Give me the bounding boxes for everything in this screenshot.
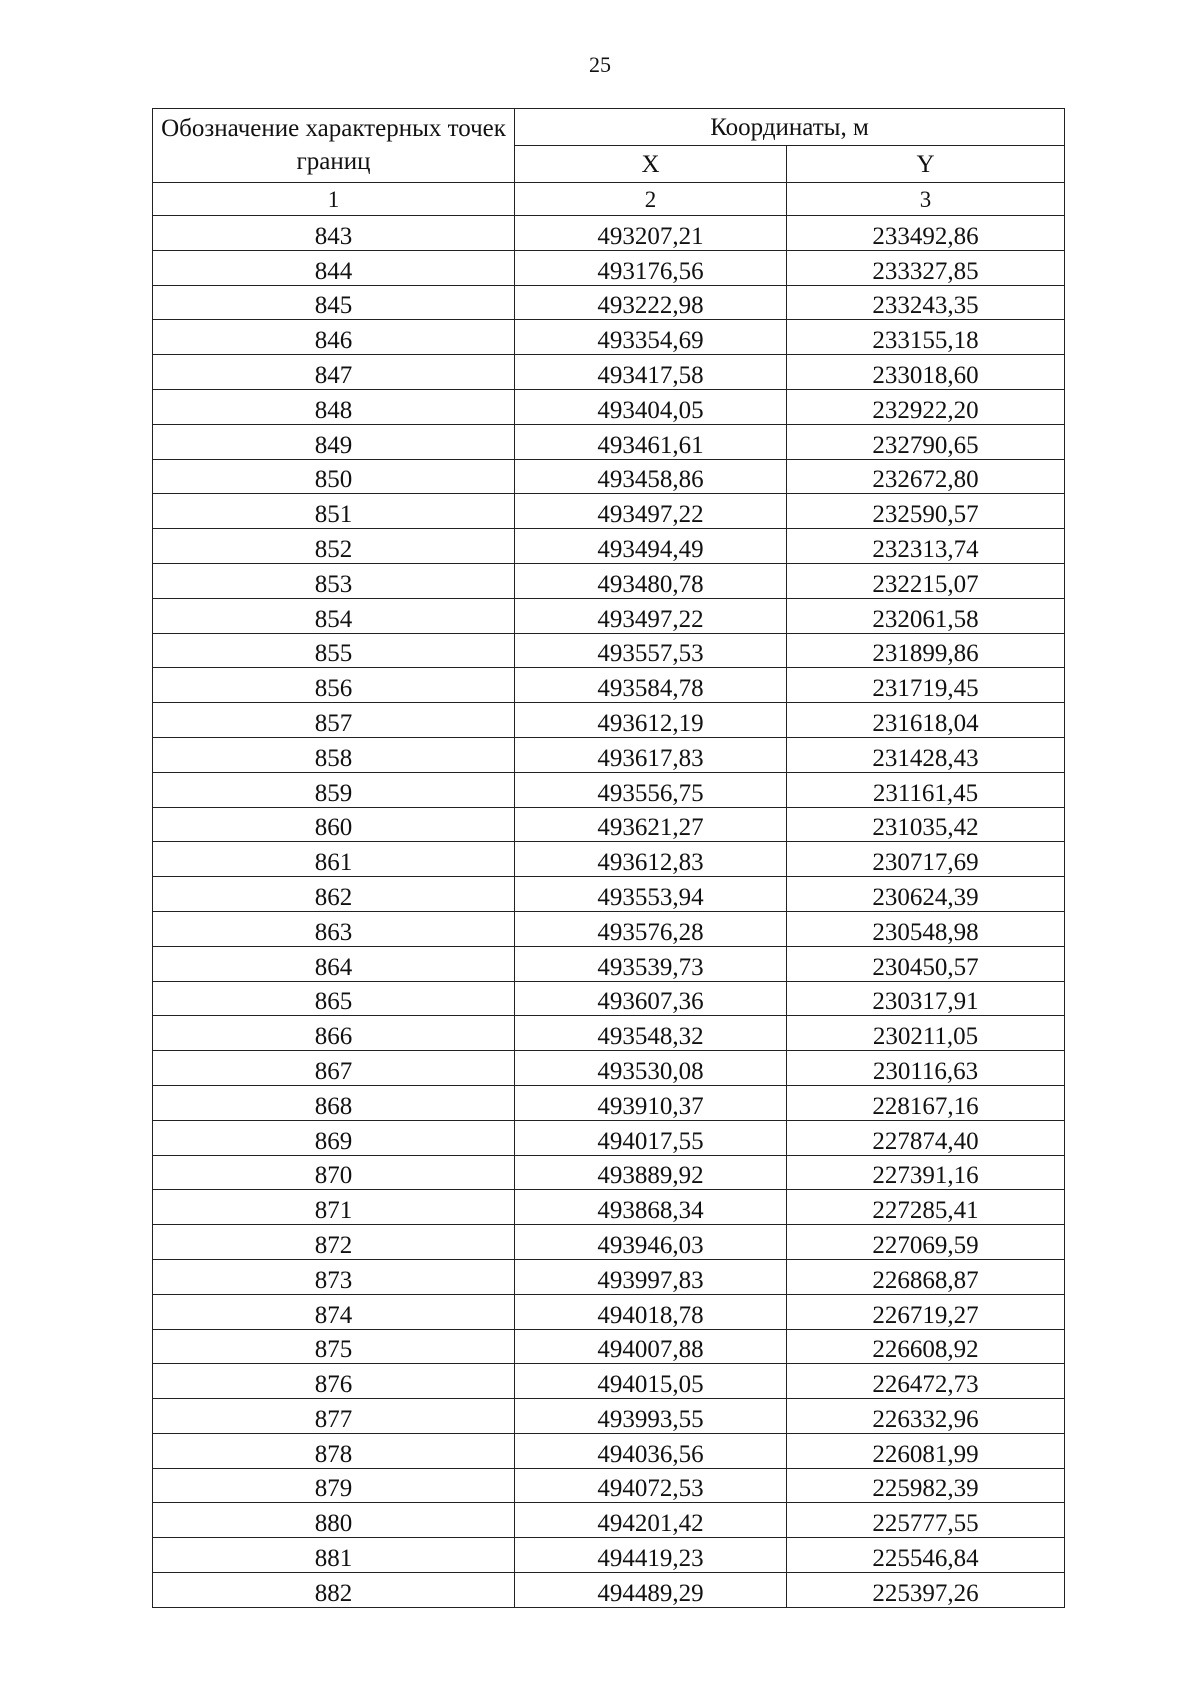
y-coordinate-cell: 231161,45 [787,772,1065,807]
table-row [153,772,1065,807]
point-id-cell: 850 [153,459,515,494]
point-id-cell: 855 [153,633,515,668]
y-coordinate-cell: 231428,43 [787,737,1065,772]
y-coordinate-cell: 226332,96 [787,1399,1065,1434]
x-coordinate-cell: 493910,37 [515,1085,787,1120]
x-coordinate-cell: 493494,49 [515,529,787,564]
column-number-3: 3 [787,183,1065,216]
table-row [153,911,1065,946]
x-coordinate-cell: 494419,23 [515,1538,787,1573]
table-row [153,633,1065,668]
x-coordinate-cell: 493612,83 [515,842,787,877]
y-coordinate-cell: 225546,84 [787,1538,1065,1573]
x-coordinate-cell: 494072,53 [515,1468,787,1503]
y-coordinate-cell: 230116,63 [787,1051,1065,1086]
page-number: 25 [589,52,611,77]
y-coordinate-cell: 232215,07 [787,563,1065,598]
table-header [153,109,1065,216]
point-id-cell: 866 [153,1016,515,1051]
point-id-cell: 864 [153,946,515,981]
y-coordinate-cell: 227874,40 [787,1120,1065,1155]
x-coordinate-cell: 494489,29 [515,1573,787,1608]
y-coordinate-cell: 225777,55 [787,1503,1065,1538]
x-coordinate-cell: 493548,32 [515,1016,787,1051]
point-id-cell: 881 [153,1538,515,1573]
x-coordinate-cell: 493539,73 [515,946,787,981]
point-id-cell: 859 [153,772,515,807]
table-body [153,216,1065,1608]
y-coordinate-cell: 226608,92 [787,1329,1065,1364]
table-row [153,598,1065,633]
y-coordinate-cell: 232590,57 [787,494,1065,529]
table-row [153,1468,1065,1503]
y-coordinate-cell: 233492,86 [787,216,1065,251]
x-coordinate-cell: 493207,21 [515,216,787,251]
x-coordinate-cell: 493176,56 [515,250,787,285]
point-id-cell: 877 [153,1399,515,1434]
point-id-cell: 854 [153,598,515,633]
table-row [153,1399,1065,1434]
x-coordinate-cell: 493946,03 [515,1225,787,1260]
y-coordinate-cell: 232672,80 [787,459,1065,494]
y-coordinate-cell: 231618,04 [787,703,1065,738]
y-coordinate-cell: 226081,99 [787,1433,1065,1468]
x-coordinate-cell: 493612,19 [515,703,787,738]
y-coordinate-cell: 225982,39 [787,1468,1065,1503]
point-id-cell: 873 [153,1259,515,1294]
table-row [153,320,1065,355]
table-row [153,1051,1065,1086]
table-row [153,494,1065,529]
x-coordinate-cell: 493576,28 [515,911,787,946]
table-row [153,1538,1065,1573]
x-coordinate-cell: 493557,53 [515,633,787,668]
point-id-cell: 876 [153,1364,515,1399]
point-id-cell: 869 [153,1120,515,1155]
point-id-cell: 857 [153,703,515,738]
y-coordinate-cell: 230450,57 [787,946,1065,981]
x-coordinate-cell: 493868,34 [515,1190,787,1225]
table-row [153,1225,1065,1260]
y-coordinate-cell: 231719,45 [787,668,1065,703]
y-coordinate-cell: 233155,18 [787,320,1065,355]
table-row [153,1190,1065,1225]
table-row [153,529,1065,564]
point-id-cell: 871 [153,1190,515,1225]
point-id-cell: 862 [153,877,515,912]
x-coordinate-cell: 493997,83 [515,1259,787,1294]
point-id-cell: 845 [153,285,515,320]
x-coordinate-cell: 493354,69 [515,320,787,355]
x-coordinate-cell: 493607,36 [515,981,787,1016]
table-row [153,459,1065,494]
table-row [153,1294,1065,1329]
y-coordinate-cell: 232313,74 [787,529,1065,564]
coordinates-table-container [152,108,1064,1608]
point-id-cell: 852 [153,529,515,564]
y-coordinate-cell: 228167,16 [787,1085,1065,1120]
y-coordinate-cell: 231035,42 [787,807,1065,842]
point-id-cell: 861 [153,842,515,877]
column-number-2: 2 [515,183,787,216]
y-coordinate-cell: 233243,35 [787,285,1065,320]
table-row [153,946,1065,981]
table-row [153,668,1065,703]
x-coordinate-cell: 493889,92 [515,1155,787,1190]
point-id-cell: 868 [153,1085,515,1120]
table-row [153,737,1065,772]
table-row [153,563,1065,598]
y-coordinate-cell: 231899,86 [787,633,1065,668]
y-coordinate-cell: 230548,98 [787,911,1065,946]
y-coordinate-cell: 225397,26 [787,1573,1065,1608]
x-coordinate-cell: 493461,61 [515,424,787,459]
y-coordinate-cell: 226472,73 [787,1364,1065,1399]
y-coordinate-cell: 230624,39 [787,877,1065,912]
point-id-cell: 847 [153,355,515,390]
y-coordinate-cell: 232790,65 [787,424,1065,459]
table-row [153,807,1065,842]
x-coordinate-cell: 494015,05 [515,1364,787,1399]
header-designation: Обозначение характерных точек границ [153,109,515,183]
x-coordinate-cell: 493530,08 [515,1051,787,1086]
x-coordinate-cell: 493404,05 [515,389,787,424]
point-id-cell: 860 [153,807,515,842]
table-row [153,250,1065,285]
x-coordinate-cell: 493553,94 [515,877,787,912]
point-id-cell: 872 [153,1225,515,1260]
y-coordinate-cell: 233018,60 [787,355,1065,390]
table-row [153,1433,1065,1468]
point-id-cell: 844 [153,250,515,285]
x-coordinate-cell: 493497,22 [515,598,787,633]
x-coordinate-cell: 494201,42 [515,1503,787,1538]
x-coordinate-cell: 493584,78 [515,668,787,703]
x-coordinate-cell: 494007,88 [515,1329,787,1364]
table-row [153,1503,1065,1538]
table-row [153,703,1065,738]
table-row [153,216,1065,251]
y-coordinate-cell: 232922,20 [787,389,1065,424]
table-row [153,1016,1065,1051]
table-row [153,981,1065,1016]
point-id-cell: 878 [153,1433,515,1468]
y-coordinate-cell: 233327,85 [787,250,1065,285]
point-id-cell: 882 [153,1573,515,1608]
table-row [153,1329,1065,1364]
y-coordinate-cell: 227391,16 [787,1155,1065,1190]
table-row [153,1120,1065,1155]
table-row [153,1155,1065,1190]
y-coordinate-cell: 230717,69 [787,842,1065,877]
point-id-cell: 880 [153,1503,515,1538]
x-coordinate-cell: 494018,78 [515,1294,787,1329]
point-id-cell: 879 [153,1468,515,1503]
x-coordinate-cell: 493993,55 [515,1399,787,1434]
x-coordinate-cell: 494017,55 [515,1120,787,1155]
y-coordinate-cell: 226868,87 [787,1259,1065,1294]
x-coordinate-cell: 494036,56 [515,1433,787,1468]
x-coordinate-cell: 493458,86 [515,459,787,494]
x-coordinate-cell: 493480,78 [515,563,787,598]
x-coordinate-cell: 493621,27 [515,807,787,842]
point-id-cell: 851 [153,494,515,529]
table-row [153,285,1065,320]
header-x: X [515,146,787,183]
table-row [153,1259,1065,1294]
point-id-cell: 849 [153,424,515,459]
x-coordinate-cell: 493617,83 [515,737,787,772]
point-id-cell: 874 [153,1294,515,1329]
y-coordinate-cell: 230317,91 [787,981,1065,1016]
column-number-1: 1 [153,183,515,216]
y-coordinate-cell: 232061,58 [787,598,1065,633]
table-row [153,1085,1065,1120]
point-id-cell: 875 [153,1329,515,1364]
point-id-cell: 870 [153,1155,515,1190]
point-id-cell: 856 [153,668,515,703]
y-coordinate-cell: 227069,59 [787,1225,1065,1260]
header-coordinates: Координаты, м [515,109,1065,146]
table-row [153,877,1065,912]
point-id-cell: 846 [153,320,515,355]
table-row [153,1364,1065,1399]
x-coordinate-cell: 493417,58 [515,355,787,390]
table-row [153,389,1065,424]
header-y: Y [787,146,1065,183]
point-id-cell: 867 [153,1051,515,1086]
table-row [153,424,1065,459]
x-coordinate-cell: 493222,98 [515,285,787,320]
y-coordinate-cell: 226719,27 [787,1294,1065,1329]
table-row [153,1573,1065,1608]
x-coordinate-cell: 493556,75 [515,772,787,807]
coordinates-table [152,108,1065,1608]
y-coordinate-cell: 230211,05 [787,1016,1065,1051]
point-id-cell: 853 [153,563,515,598]
y-coordinate-cell: 227285,41 [787,1190,1065,1225]
x-coordinate-cell: 493497,22 [515,494,787,529]
point-id-cell: 863 [153,911,515,946]
table-row [153,842,1065,877]
table-row [153,355,1065,390]
point-id-cell: 865 [153,981,515,1016]
point-id-cell: 848 [153,389,515,424]
point-id-cell: 858 [153,737,515,772]
point-id-cell: 843 [153,216,515,251]
